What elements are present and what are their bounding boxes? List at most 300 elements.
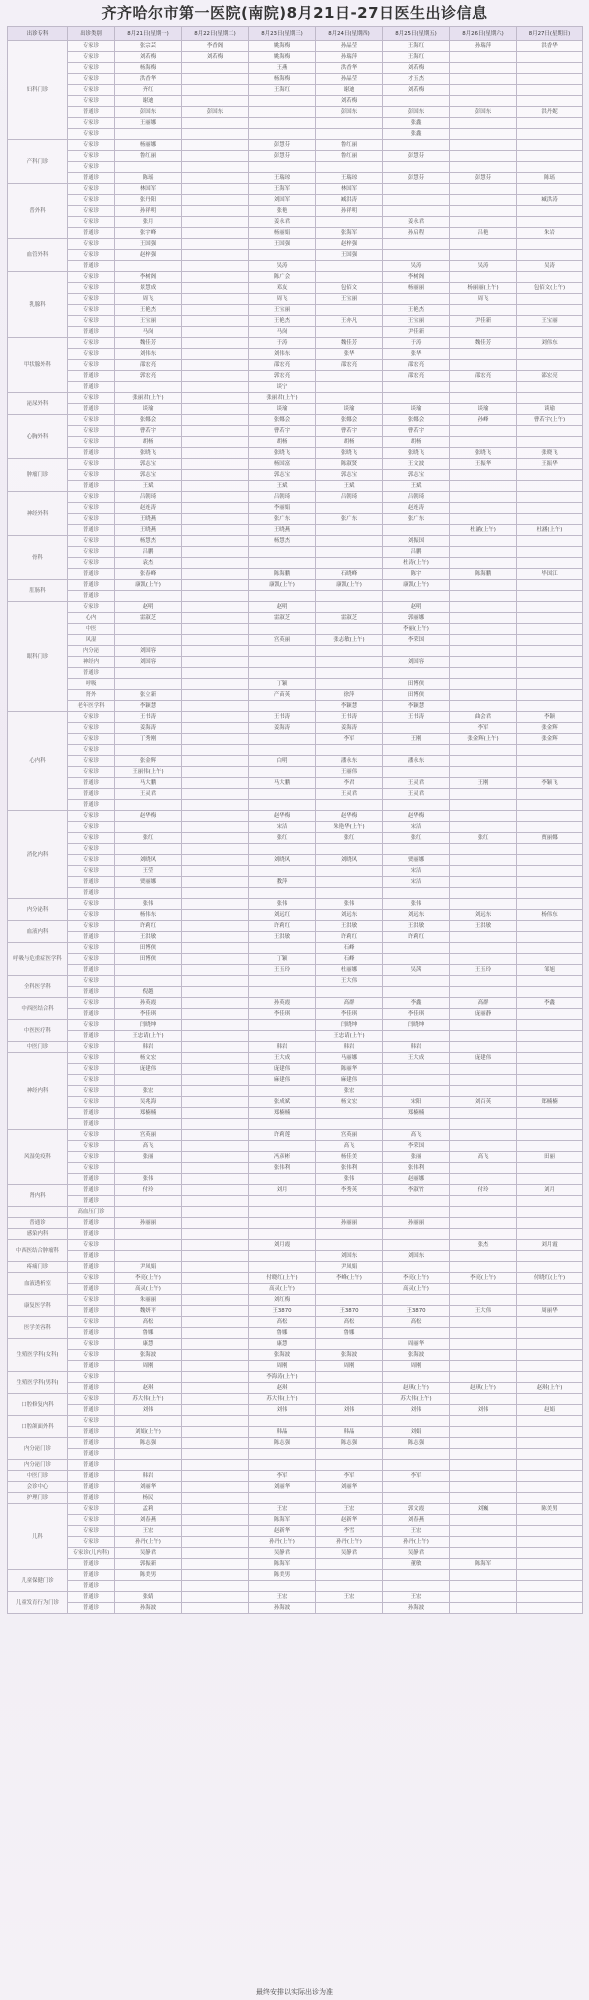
- table-row: [8, 470, 583, 481]
- clinic-type-cell: 心内: [68, 613, 115, 624]
- doctor-cell: [517, 492, 583, 503]
- doctor-cell: 邵宏亮: [316, 360, 383, 371]
- doctor-cell: [517, 811, 583, 822]
- doctor-cell: [182, 459, 249, 470]
- doctor-cell: [450, 195, 517, 206]
- clinic-type-cell: 专家诊: [68, 338, 115, 349]
- doctor-cell: [517, 580, 583, 591]
- doctor-cell: 宋洁: [383, 877, 450, 888]
- doctor-cell: 孟莉: [115, 1504, 182, 1515]
- doctor-cell: 刘远东: [450, 910, 517, 921]
- doctor-cell: 谈瑜: [383, 404, 450, 415]
- doctor-cell: 付晓红(上午): [249, 1273, 316, 1284]
- doctor-cell: 刘红梅: [249, 1295, 316, 1306]
- table-row: [8, 811, 583, 822]
- doctor-cell: 王斌: [115, 481, 182, 492]
- doctor-cell: 邵宏亮: [249, 360, 316, 371]
- table-row: [8, 1042, 583, 1053]
- clinic-type-cell: 专家诊: [68, 910, 115, 921]
- doctor-cell: [450, 844, 517, 855]
- doctor-cell: [450, 822, 517, 833]
- doctor-cell: 曹若宇: [249, 426, 316, 437]
- doctor-cell: 张杰: [450, 1240, 517, 1251]
- table-row: [8, 932, 583, 943]
- doctor-cell: 胡杨: [383, 437, 450, 448]
- doctor-cell: 陈志强: [316, 1438, 383, 1449]
- doctor-cell: [182, 437, 249, 448]
- doctor-cell: 付玲: [450, 1185, 517, 1196]
- doctor-cell: [182, 1603, 249, 1614]
- doctor-cell: 田博侠: [115, 943, 182, 954]
- doctor-cell: [450, 668, 517, 679]
- doctor-cell: 吕朝琦: [383, 492, 450, 503]
- doctor-cell: 庞丽静: [450, 1009, 517, 1020]
- doctor-cell: [249, 987, 316, 998]
- clinic-type-cell: 普通诊: [68, 1592, 115, 1603]
- doctor-cell: 王玉玲: [249, 965, 316, 976]
- doctor-cell: 高群: [316, 998, 383, 1009]
- doctor-cell: 王晓燕: [115, 525, 182, 536]
- clinic-type-cell: 专家诊: [68, 1130, 115, 1141]
- doctor-cell: [517, 151, 583, 162]
- doctor-cell: 宋洁: [383, 822, 450, 833]
- doctor-cell: 杜涛(上午): [383, 558, 450, 569]
- doctor-cell: 杨海梅: [249, 74, 316, 85]
- table-row: [8, 1438, 583, 1449]
- doctor-cell: 胡杨: [316, 437, 383, 448]
- doctor-cell: [383, 1207, 450, 1218]
- doctor-cell: 杨国富: [249, 459, 316, 470]
- doctor-cell: 王瑞琼: [316, 173, 383, 184]
- doctor-cell: 王瑞琼: [249, 173, 316, 184]
- doctor-cell: [517, 767, 583, 778]
- doctor-cell: 丁颖: [249, 954, 316, 965]
- doctor-cell: [517, 976, 583, 987]
- table-row: [8, 558, 583, 569]
- doctor-cell: [182, 1372, 249, 1383]
- doctor-cell: [182, 1493, 249, 1504]
- doctor-cell: 周丽华: [383, 1339, 450, 1350]
- doctor-cell: 尹凤娟: [316, 1262, 383, 1273]
- doctor-cell: [450, 1108, 517, 1119]
- doctor-cell: 康慧: [249, 1339, 316, 1350]
- table-row: [8, 1207, 583, 1218]
- doctor-cell: 苏大伟(上午): [115, 1394, 182, 1405]
- doctor-cell: 韩岩: [115, 1042, 182, 1053]
- doctor-cell: [182, 316, 249, 327]
- table-row: [8, 239, 583, 250]
- doctor-cell: [450, 558, 517, 569]
- doctor-cell: 高松: [316, 1317, 383, 1328]
- doctor-cell: [182, 536, 249, 547]
- doctor-cell: [182, 734, 249, 745]
- doctor-cell: 宫英丽: [115, 1130, 182, 1141]
- clinic-type-cell: 专家诊: [68, 217, 115, 228]
- doctor-cell: 鲁娜: [316, 1328, 383, 1339]
- doctor-cell: 韩岩: [115, 1471, 182, 1482]
- doctor-cell: [450, 437, 517, 448]
- doctor-cell: [182, 811, 249, 822]
- clinic-type-cell: 专家诊: [68, 1086, 115, 1097]
- doctor-cell: [182, 184, 249, 195]
- clinic-type-cell: 普通诊: [68, 1218, 115, 1229]
- doctor-cell: [450, 1482, 517, 1493]
- doctor-cell: [249, 943, 316, 954]
- doctor-cell: [517, 1449, 583, 1460]
- clinic-type-cell: 专家诊: [68, 1339, 115, 1350]
- clinic-type-cell: 专家诊: [68, 206, 115, 217]
- doctor-cell: 李佳琪: [383, 1009, 450, 1020]
- table-row: [8, 954, 583, 965]
- doctor-cell: 张海军: [316, 228, 383, 239]
- clinic-type-cell: 普通诊: [68, 327, 115, 338]
- table-row: [8, 338, 583, 349]
- doctor-cell: 王书涛: [249, 712, 316, 723]
- footer-note: 最终安排以实际出诊为准: [256, 1988, 333, 1996]
- doctor-cell: [517, 822, 583, 833]
- doctor-cell: 赵华梅: [249, 811, 316, 822]
- table-row: [8, 602, 583, 613]
- doctor-cell: [450, 1130, 517, 1141]
- doctor-cell: 包佰文(上午): [517, 283, 583, 294]
- doctor-cell: [182, 558, 249, 569]
- doctor-cell: [182, 756, 249, 767]
- doctor-cell: 郭丽娜: [383, 613, 450, 624]
- doctor-cell: 包佰文: [316, 283, 383, 294]
- table-row: [8, 965, 583, 976]
- clinic-type-cell: 专家诊: [68, 712, 115, 723]
- clinic-type-cell: 普通诊: [68, 1581, 115, 1592]
- clinic-type-cell: 专家诊: [68, 63, 115, 74]
- doctor-cell: [517, 1163, 583, 1174]
- table-row: [8, 1427, 583, 1438]
- doctor-cell: 谈宁: [249, 382, 316, 393]
- clinic-type-cell: 普通诊: [68, 591, 115, 602]
- table-row: [8, 1306, 583, 1317]
- doctor-cell: 谈瑜: [450, 404, 517, 415]
- doctor-cell: [115, 888, 182, 899]
- doctor-cell: 王3870: [249, 1306, 316, 1317]
- doctor-cell: [517, 921, 583, 932]
- department-cell: 内分泌门诊: [8, 1438, 68, 1460]
- doctor-cell: 闫晓坤: [383, 1020, 450, 1031]
- table-row: [8, 1284, 583, 1295]
- doctor-cell: [517, 701, 583, 712]
- doctor-cell: 刘春燕: [115, 1515, 182, 1526]
- doctor-cell: [450, 1328, 517, 1339]
- doctor-cell: 张宇峰: [115, 228, 182, 239]
- doctor-cell: [517, 129, 583, 140]
- doctor-cell: [517, 877, 583, 888]
- table-row: [8, 1361, 583, 1372]
- doctor-cell: [182, 393, 249, 404]
- doctor-cell: [316, 393, 383, 404]
- doctor-cell: [182, 899, 249, 910]
- doctor-cell: [517, 1218, 583, 1229]
- doctor-cell: 杨丽丽(上午): [450, 283, 517, 294]
- doctor-cell: 张丹阳: [115, 195, 182, 206]
- doctor-cell: [182, 822, 249, 833]
- department-cell: 医学美容科: [8, 1317, 68, 1339]
- doctor-cell: [249, 646, 316, 657]
- doctor-cell: [115, 976, 182, 987]
- table-row: [8, 1174, 583, 1185]
- doctor-cell: [517, 602, 583, 613]
- department-cell: 护理门诊: [8, 1493, 68, 1504]
- doctor-cell: [316, 536, 383, 547]
- doctor-cell: 孙祥明: [316, 206, 383, 217]
- doctor-cell: [182, 800, 249, 811]
- doctor-cell: [182, 228, 249, 239]
- doctor-cell: [517, 514, 583, 525]
- clinic-type-cell: 呼吸: [68, 679, 115, 690]
- doctor-cell: 高飞: [450, 1152, 517, 1163]
- doctor-cell: 孙丹(上午): [316, 1537, 383, 1548]
- clinic-type-cell: 普通诊: [68, 1119, 115, 1130]
- doctor-cell: 李丽(上午): [383, 624, 450, 635]
- doctor-cell: 石峰: [316, 954, 383, 965]
- doctor-cell: 郭志宝: [115, 470, 182, 481]
- doctor-cell: [517, 1581, 583, 1592]
- doctor-cell: [115, 1449, 182, 1460]
- doctor-cell: 王洪敏: [249, 932, 316, 943]
- doctor-cell: [450, 767, 517, 778]
- doctor-cell: [182, 1185, 249, 1196]
- doctor-cell: [316, 844, 383, 855]
- doctor-cell: [182, 833, 249, 844]
- doctor-cell: 王宝丽: [115, 316, 182, 327]
- doctor-cell: 张金辉(上午): [450, 734, 517, 745]
- doctor-cell: [517, 382, 583, 393]
- doctor-cell: 赵新华: [249, 1526, 316, 1537]
- doctor-cell: [182, 1295, 249, 1306]
- doctor-cell: 王国强: [316, 250, 383, 261]
- doctor-cell: [316, 877, 383, 888]
- doctor-cell: [316, 1284, 383, 1295]
- doctor-cell: 苏大伟(上午): [249, 1394, 316, 1405]
- doctor-cell: 李秀英: [316, 1185, 383, 1196]
- doctor-cell: 王3870: [316, 1306, 383, 1317]
- doctor-cell: [182, 1438, 249, 1449]
- doctor-cell: [249, 1251, 316, 1262]
- doctor-cell: 张婧: [115, 1592, 182, 1603]
- table-row: [8, 624, 583, 635]
- doctor-cell: 张春峰: [115, 569, 182, 580]
- department-cell: 泌尿外科: [8, 393, 68, 415]
- doctor-cell: 张月: [115, 217, 182, 228]
- doctor-cell: 吴茜: [383, 965, 450, 976]
- doctor-cell: [517, 855, 583, 866]
- doctor-cell: [517, 272, 583, 283]
- table-row: [8, 712, 583, 723]
- doctor-cell: 尹佳新: [450, 316, 517, 327]
- doctor-cell: [316, 272, 383, 283]
- doctor-cell: [450, 492, 517, 503]
- doctor-cell: [182, 1526, 249, 1537]
- table-row: [8, 800, 583, 811]
- doctor-cell: [383, 393, 450, 404]
- doctor-cell: [517, 1526, 583, 1537]
- doctor-cell: 姚海梅: [249, 41, 316, 52]
- doctor-cell: 产苗英: [249, 690, 316, 701]
- doctor-cell: [450, 646, 517, 657]
- table-row: [8, 1086, 583, 1097]
- table-row: [8, 1504, 583, 1515]
- doctor-cell: 陈丽华: [316, 1064, 383, 1075]
- doctor-cell: [316, 987, 383, 998]
- clinic-type-cell: 普通诊: [68, 1460, 115, 1471]
- doctor-cell: [182, 1141, 249, 1152]
- doctor-cell: 刘晓风: [115, 855, 182, 866]
- table-row: [8, 206, 583, 217]
- clinic-type-cell: 普通诊: [68, 1229, 115, 1240]
- doctor-cell: [249, 734, 316, 745]
- doctor-cell: [517, 1350, 583, 1361]
- department-cell: 呼吸与危重症医学科: [8, 943, 68, 976]
- table-row: [8, 778, 583, 789]
- doctor-cell: [182, 195, 249, 206]
- doctor-cell: [182, 745, 249, 756]
- doctor-cell: 孙英霞: [115, 998, 182, 1009]
- doctor-cell: [450, 877, 517, 888]
- doctor-cell: 吕朝琦: [115, 492, 182, 503]
- doctor-cell: 郭宏亮: [249, 371, 316, 382]
- clinic-type-cell: 专家诊: [68, 998, 115, 1009]
- column-header: 8月21日(星期一): [115, 27, 182, 41]
- doctor-cell: 刘若梅: [383, 63, 450, 74]
- department-cell: 中西医结合肿瘤科: [8, 1240, 68, 1262]
- doctor-cell: 刘伟: [249, 1405, 316, 1416]
- doctor-cell: 张鑫: [383, 129, 450, 140]
- doctor-cell: [182, 1119, 249, 1130]
- doctor-cell: 王艳杰: [115, 305, 182, 316]
- doctor-cell: [249, 767, 316, 778]
- clinic-type-cell: 普通诊: [68, 1438, 115, 1449]
- doctor-cell: [450, 481, 517, 492]
- doctor-cell: [115, 745, 182, 756]
- table-row: [8, 1262, 583, 1273]
- clinic-type-cell: 专家诊: [68, 866, 115, 877]
- doctor-cell: 麻建伟: [249, 1075, 316, 1086]
- doctor-cell: [316, 1240, 383, 1251]
- doctor-cell: 李鑫: [383, 998, 450, 1009]
- doctor-cell: [450, 1603, 517, 1614]
- doctor-cell: [182, 1207, 249, 1218]
- doctor-cell: [182, 1251, 249, 1262]
- doctor-cell: 李树阁: [115, 272, 182, 283]
- doctor-cell: 孙启程: [383, 228, 450, 239]
- doctor-cell: 王灵君: [316, 789, 383, 800]
- doctor-cell: [450, 74, 517, 85]
- table-row: [8, 1372, 583, 1383]
- doctor-cell: 赵梓强: [115, 250, 182, 261]
- doctor-cell: [249, 1196, 316, 1207]
- doctor-cell: 刘月: [249, 1185, 316, 1196]
- doctor-cell: 王燕: [249, 63, 316, 74]
- doctor-cell: [450, 360, 517, 371]
- doctor-cell: 吕艳: [450, 228, 517, 239]
- doctor-cell: [316, 1416, 383, 1427]
- doctor-cell: 赵明: [383, 602, 450, 613]
- table-row: [8, 1031, 583, 1042]
- doctor-cell: 胡杨: [115, 437, 182, 448]
- doctor-cell: 李亮(上午): [450, 1273, 517, 1284]
- doctor-cell: [115, 1416, 182, 1427]
- clinic-type-cell: 普通诊: [68, 888, 115, 899]
- doctor-cell: [517, 800, 583, 811]
- doctor-cell: 张红: [249, 833, 316, 844]
- doctor-cell: [249, 1141, 316, 1152]
- doctor-cell: 王丽娜: [115, 118, 182, 129]
- doctor-cell: [182, 1515, 249, 1526]
- table-row: [8, 514, 583, 525]
- doctor-cell: 郭志宝: [316, 470, 383, 481]
- doctor-cell: [249, 107, 316, 118]
- clinic-type-cell: 专家诊: [68, 250, 115, 261]
- doctor-cell: [383, 162, 450, 173]
- clinic-type-cell: 专家诊: [68, 558, 115, 569]
- doctor-cell: [517, 1174, 583, 1185]
- doctor-cell: 张宏: [115, 1086, 182, 1097]
- doctor-cell: [383, 195, 450, 206]
- doctor-cell: 彭慧芬: [383, 151, 450, 162]
- doctor-cell: [182, 701, 249, 712]
- doctor-cell: 孙丹(上午): [383, 1537, 450, 1548]
- doctor-cell: [517, 1592, 583, 1603]
- department-cell: 口腔颌面外科: [8, 1416, 68, 1438]
- doctor-cell: 孙丽丽: [316, 1218, 383, 1229]
- doctor-cell: 吴涛: [383, 261, 450, 272]
- doctor-cell: 刘振国: [383, 536, 450, 547]
- table-row: [8, 899, 583, 910]
- doctor-cell: [517, 613, 583, 624]
- doctor-cell: [517, 1262, 583, 1273]
- doctor-cell: 李军: [249, 1471, 316, 1482]
- doctor-cell: 齐红: [115, 85, 182, 96]
- doctor-cell: 苏大伟(上午): [383, 1394, 450, 1405]
- doctor-cell: [182, 932, 249, 943]
- doctor-cell: 刘丽华: [316, 1482, 383, 1493]
- doctor-cell: [182, 1548, 249, 1559]
- clinic-type-cell: 普通诊: [68, 1449, 115, 1460]
- doctor-cell: [182, 602, 249, 613]
- doctor-cell: [182, 1020, 249, 1031]
- doctor-cell: 杜涵(上午): [517, 525, 583, 536]
- doctor-cell: 周刚: [249, 1361, 316, 1372]
- doctor-cell: [517, 668, 583, 679]
- doctor-cell: [450, 239, 517, 250]
- doctor-cell: [182, 1218, 249, 1229]
- doctor-cell: 刘晓风: [249, 855, 316, 866]
- doctor-cell: 彭慧芬: [450, 173, 517, 184]
- clinic-type-cell: 普通诊: [68, 1383, 115, 1394]
- doctor-cell: [517, 1119, 583, 1130]
- table-row: [8, 1405, 583, 1416]
- doctor-cell: [115, 129, 182, 140]
- doctor-cell: [316, 1493, 383, 1504]
- doctor-cell: [517, 745, 583, 756]
- doctor-cell: 王书涛: [316, 712, 383, 723]
- doctor-cell: 高松: [383, 1317, 450, 1328]
- doctor-cell: [450, 349, 517, 360]
- doctor-cell: 周丽华: [517, 1306, 583, 1317]
- doctor-cell: 高松: [249, 1317, 316, 1328]
- clinic-type-cell: 普通诊: [68, 1174, 115, 1185]
- doctor-cell: 王海红: [249, 85, 316, 96]
- clinic-type-cell: 普通诊: [68, 228, 115, 239]
- doctor-cell: 孙英霞: [249, 998, 316, 1009]
- doctor-cell: 陈海鹏: [249, 569, 316, 580]
